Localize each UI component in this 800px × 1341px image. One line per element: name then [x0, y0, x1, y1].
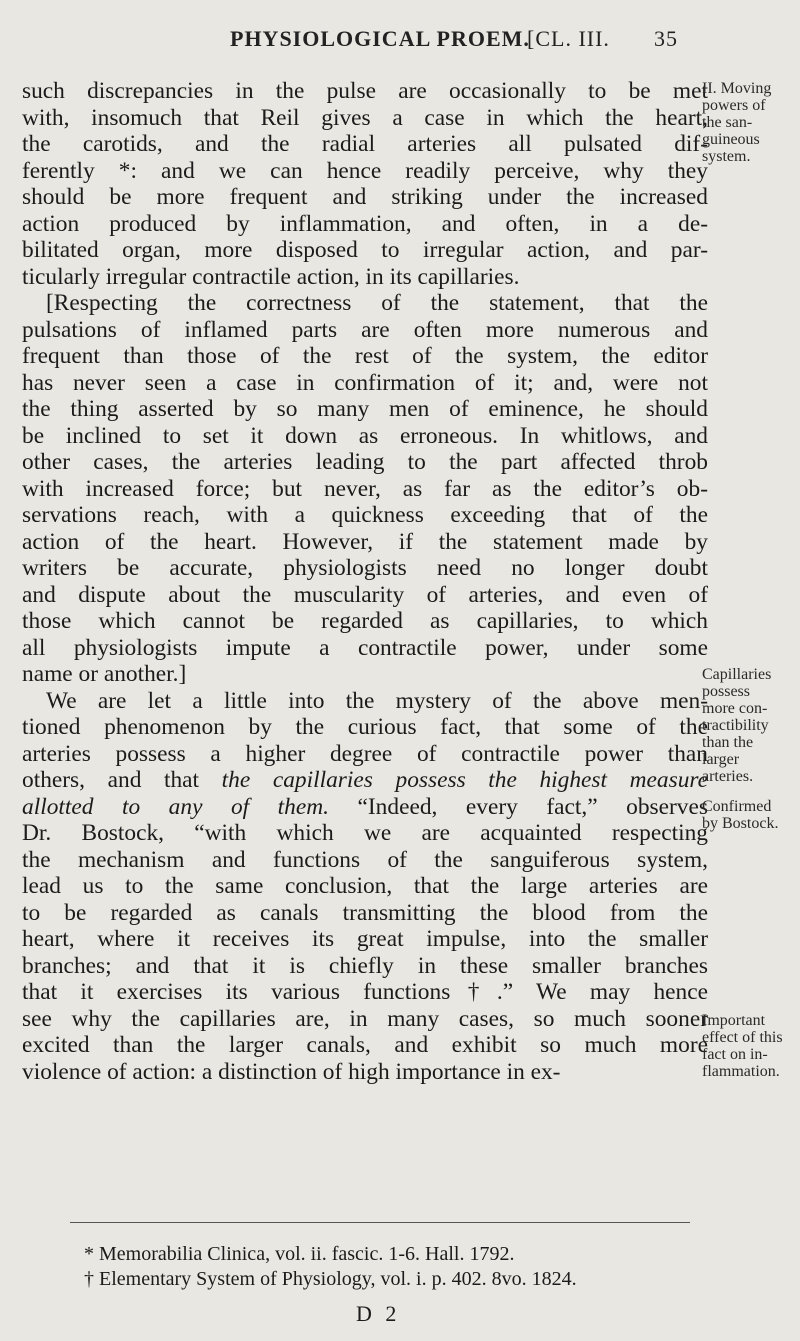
margin-note-line: Important	[702, 1012, 766, 1029]
margin-note-capillaries	[702, 666, 798, 785]
margin-note-line: guineous	[702, 131, 760, 148]
body-line: excited than the larger canals, and exhibit so much more	[22, 1032, 708, 1058]
margin-note-line: II. Moving	[702, 80, 772, 97]
body-line: ferently *: and we can hence readily perceive, why they	[22, 157, 708, 184]
body-line: Dr. Bostock, “with which we are acquainted respecting	[22, 820, 708, 846]
margin-note-line: the san-	[702, 114, 753, 131]
body-line: the mechanism and functions of the sanguiferous system,	[22, 846, 708, 873]
page-header	[230, 26, 750, 52]
body-line: and dispute about the muscularity of arteries, and even of	[22, 581, 708, 608]
margin-note-bostock	[702, 798, 798, 832]
body-line: writers be accurate, physiologists need no longer doubt	[22, 555, 708, 581]
body-line: the thing asserted by so many men of eminence, he should	[22, 396, 708, 422]
margin-note-line: more con-	[702, 700, 768, 717]
body-line: ticularly irregular contractile action, in its capillaries.	[22, 263, 520, 290]
margin-note-line: Capillaries	[702, 666, 772, 683]
footnote-1: * Memorabilia Clinica, vol. ii. fascic. 1-6. Hall. 1792.	[84, 1243, 515, 1265]
margin-note-line: effect of this	[702, 1029, 783, 1046]
margin-note-line: larger	[702, 751, 740, 768]
body-line: arteries possess a higher degree of contractile power than	[22, 740, 708, 767]
running-title: PHYSIOLOGICAL PROEM.	[230, 26, 530, 51]
margin-note-line: tractibility	[702, 717, 769, 734]
footnote-2: † Elementary System of Physiology, vol. i. p. 402. 8vo. 1824.	[84, 1268, 577, 1290]
chapter-label: [CL. III.	[527, 26, 610, 51]
margin-note-line: by Bostock.	[702, 815, 779, 832]
body-line: action produced by inflammation, and often, in a de-	[22, 210, 708, 237]
body-line: lead us to the same conclusion, that the large arteries are	[22, 873, 708, 899]
margin-note-moving-powers	[702, 80, 798, 165]
body-line: bilitated organ, more disposed to irregular action, and par-	[22, 237, 708, 263]
body-line: that it exercises its various functions†.” We may hence	[22, 979, 708, 1005]
body-line: servations reach, with a quickness exceeding that of the	[22, 502, 708, 528]
body-line: pulsations of inflamed parts are often more numerous and	[22, 316, 708, 343]
body-line: name or another.]	[22, 661, 187, 687]
body-line: [Respecting the correctness of the statement, that the	[46, 290, 708, 316]
footnote-rule	[70, 1222, 690, 1223]
body-line: other cases, the arteries leading to the part affected throb	[22, 449, 708, 475]
margin-note-line: than the	[702, 734, 754, 751]
margin-note-line: possess	[702, 683, 751, 700]
body-text	[22, 78, 708, 1085]
page-number: 35	[654, 26, 678, 51]
margin-note-inflammation	[702, 1012, 798, 1080]
body-line: with, insomuch that Reil gives a case in which the heart,	[22, 104, 708, 131]
footnotes	[84, 1242, 724, 1292]
body-line: heart, where it receives its great impulse, into the smaller	[22, 926, 708, 952]
body-line: tioned phenomenon by the curious fact, that some of the	[22, 714, 708, 740]
body-line: has never seen a case in confirmation of it; and, were not	[22, 369, 708, 396]
margin-note-line: Confirmed	[702, 798, 772, 815]
margin-note-line: system.	[702, 148, 751, 165]
body-line: with increased force; but never, as far as the editor’s ob-	[22, 475, 708, 502]
body-line: the carotids, and the radial arteries all pulsated dif-	[22, 131, 708, 157]
body-line: see why the capillaries are, in many cases, so much sooner	[22, 1005, 708, 1032]
body-line: frequent than those of the rest of the system, the editor	[22, 343, 708, 369]
body-line: We are let a little into the mystery of the above men-	[46, 687, 708, 714]
margin-note-line: arteries.	[702, 768, 754, 785]
margin-note-line: flammation.	[702, 1063, 780, 1080]
body-line: action of the heart. However, if the statement made by	[22, 528, 708, 555]
body-line: violence of action: a distinction of high importance in ex-	[22, 1058, 561, 1085]
margin-note-line: fact on in-	[702, 1046, 768, 1063]
body-line: should be more frequent and striking under the increased	[22, 184, 708, 210]
body-line: to be regarded as canals transmitting the blood from the	[22, 899, 708, 926]
body-line: branches; and that it is chiefly in these smaller branches	[22, 952, 708, 979]
body-line: be inclined to set it down as erroneous. In whitlows, and	[22, 422, 708, 449]
body-line: allotted to any of them. “Indeed, every fact,” observes	[22, 793, 708, 820]
body-line: those which cannot be regarded as capillaries, to which	[22, 608, 708, 634]
body-line: such discrepancies in the pulse are occasionally to be met	[22, 78, 708, 104]
body-line: others, and that the capillaries possess the highest measure	[22, 767, 708, 793]
margin-note-line: powers of	[702, 97, 766, 114]
body-line: all physiologists impute a contractile power, under some	[22, 634, 708, 661]
signature-mark: D 2	[356, 1301, 401, 1326]
